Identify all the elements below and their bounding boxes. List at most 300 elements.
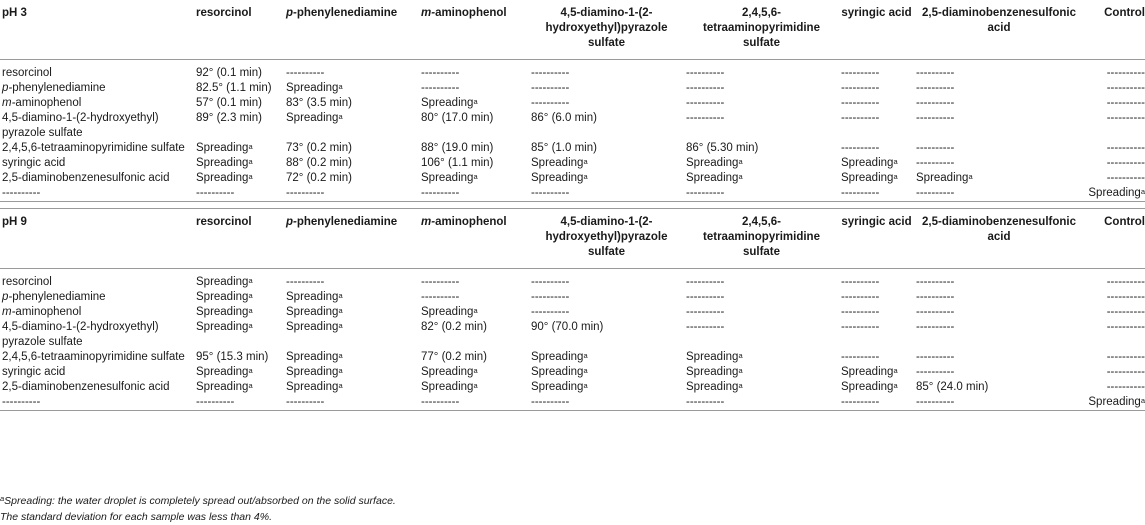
- table-cell: [284, 305, 419, 320]
- column-header: [684, 0, 839, 60]
- table-cell: [839, 395, 914, 411]
- table-cell: [684, 111, 839, 141]
- table-cell: [529, 156, 684, 171]
- table-cell: [1084, 156, 1145, 171]
- table-cell: [839, 290, 914, 305]
- cell-value: 85° (24.0 min): [916, 381, 989, 393]
- table-cell: [839, 81, 914, 96]
- row-label: [0, 111, 194, 141]
- cell-value: Spreading: [421, 306, 474, 318]
- table-cell: [684, 275, 839, 290]
- cell-value: Spreading: [196, 366, 249, 378]
- table-cell: [194, 111, 284, 141]
- column-header-text: 2,5-diaminobenzenesulfonic acid: [922, 216, 1076, 243]
- cell-value: ----------: [686, 97, 725, 109]
- table-cell: [529, 275, 684, 290]
- cell-value: ----------: [196, 396, 235, 408]
- column-header: [194, 0, 284, 60]
- cell-value: ----------: [421, 276, 460, 288]
- cell-value: ----------: [1106, 172, 1145, 184]
- cell-value: ----------: [841, 321, 880, 333]
- cell-value: Spreading: [421, 381, 474, 393]
- table-row: [0, 365, 1145, 380]
- table-cell: [194, 380, 284, 395]
- row-label-text: resorcinol: [2, 67, 52, 79]
- table-cell: [684, 305, 839, 320]
- table-cell: [1084, 96, 1145, 111]
- table-cell: [684, 320, 839, 350]
- column-header-text: 4,5-diamino-1-(2-hydroxyethyl)pyrazole sulfate: [545, 7, 668, 49]
- footnote-marker: a: [248, 291, 253, 300]
- cell-value: ----------: [841, 142, 880, 154]
- cell-value: ----------: [531, 306, 570, 318]
- row-label: [0, 156, 194, 171]
- row-label-text: 4,5-diamino-1-(2-hydroxyethyl) pyrazole sulfate: [2, 112, 159, 139]
- table-cell: [194, 275, 284, 290]
- cell-value: Spreading: [196, 142, 249, 154]
- table-cell: [419, 320, 529, 350]
- cell-value: ----------: [1106, 82, 1145, 94]
- cell-value: Spreading: [531, 172, 584, 184]
- table-cell: [914, 305, 1084, 320]
- table-cell: [684, 171, 839, 186]
- table-cell: [684, 156, 839, 171]
- cell-value: 106° (1.1 min): [421, 157, 494, 169]
- column-header: [914, 0, 1084, 60]
- table-cell: [419, 305, 529, 320]
- table-cell: [914, 171, 1084, 186]
- cell-value: 57° (0.1 min): [196, 97, 262, 109]
- table-cell: [839, 350, 914, 365]
- cell-value: ----------: [531, 97, 570, 109]
- cell-value: Spreading: [841, 157, 894, 169]
- cell-value: 92° (0.1 min): [196, 67, 262, 79]
- table-cell: [284, 395, 419, 411]
- table-cell: [684, 365, 839, 380]
- cell-value: ----------: [1106, 366, 1145, 378]
- table-cell: [914, 275, 1084, 290]
- table-cell: [284, 171, 419, 186]
- table-cell: [1084, 290, 1145, 305]
- cell-value: 90° (70.0 min): [531, 321, 604, 333]
- footnote-marker: a: [248, 172, 253, 181]
- table-cell: [194, 305, 284, 320]
- cell-value: Spreading: [196, 157, 249, 169]
- footnote-marker: a: [738, 366, 743, 375]
- table-cell: [194, 350, 284, 365]
- table-cell: [419, 111, 529, 141]
- column-header-text: aminophenol: [435, 7, 507, 19]
- table-cell: [529, 81, 684, 96]
- cell-value: 86° (5.30 min): [686, 142, 759, 154]
- table-cell: [1084, 186, 1145, 202]
- table-cell: [914, 186, 1084, 202]
- cell-value: Spreading: [531, 157, 584, 169]
- cell-value: ----------: [531, 187, 570, 199]
- row-label-text: phenylenediamine: [12, 291, 106, 303]
- cell-value: Spreading: [841, 381, 894, 393]
- table-cell: [194, 171, 284, 186]
- chem-prefix: p-: [286, 216, 297, 228]
- cell-value: Spreading: [286, 351, 339, 363]
- footnote-marker: a: [248, 306, 253, 315]
- chem-prefix: m-: [421, 216, 436, 228]
- cell-value: ----------: [916, 187, 955, 199]
- cell-value: Spreading: [686, 351, 739, 363]
- cell-value: ----------: [1106, 276, 1145, 288]
- table-cell: [839, 141, 914, 156]
- ph-label: pH 9: [0, 209, 194, 269]
- footnote-marker: a: [248, 157, 253, 166]
- cell-value: Spreading: [531, 351, 584, 363]
- column-header: [529, 209, 684, 269]
- table-cell: [684, 81, 839, 96]
- table-cell: [529, 290, 684, 305]
- table-cell: [914, 365, 1084, 380]
- row-label-text: ----------: [2, 187, 41, 199]
- table-cell: [839, 365, 914, 380]
- table-cell: [194, 96, 284, 111]
- table-cell: [194, 320, 284, 350]
- footnote-marker: a: [473, 172, 478, 181]
- cell-value: ----------: [841, 276, 880, 288]
- table-cell: [419, 186, 529, 202]
- cell-value: Spreading: [286, 321, 339, 333]
- table-cell: [839, 380, 914, 395]
- table-cell: [1084, 305, 1145, 320]
- cell-value: ----------: [1106, 321, 1145, 333]
- row-label-text: syringic acid: [2, 366, 66, 378]
- footnote-text: Spreading: the water droplet is completely spread out/absorbed on the solid surface.: [4, 495, 396, 507]
- table-cell: [284, 275, 419, 290]
- footnote-marker: a: [893, 157, 898, 166]
- table-cell: [419, 275, 529, 290]
- cell-value: ----------: [421, 396, 460, 408]
- cell-value: 82.5° (1.1 min): [196, 82, 272, 94]
- table-cell: [839, 171, 914, 186]
- column-header: [419, 0, 529, 60]
- cell-value: ----------: [196, 187, 235, 199]
- cell-value: Spreading: [1088, 187, 1141, 199]
- footnote-marker: a: [738, 172, 743, 181]
- table-cell: [1084, 141, 1145, 156]
- cell-value: ----------: [1106, 157, 1145, 169]
- column-header-text: 2,4,5,6-tetraaminopyrimidine sulfate: [703, 7, 820, 49]
- column-header: [284, 0, 419, 60]
- table-row: [0, 380, 1145, 395]
- table-cell: [419, 141, 529, 156]
- cell-value: ----------: [686, 396, 725, 408]
- table-cell: [1084, 275, 1145, 290]
- cell-value: ----------: [286, 396, 325, 408]
- cell-value: ----------: [421, 187, 460, 199]
- cell-value: Spreading: [286, 366, 339, 378]
- footnote-marker: a: [338, 351, 343, 360]
- table-cell: [284, 186, 419, 202]
- footnote-marker: a: [738, 351, 743, 360]
- row-label: [0, 380, 194, 395]
- column-header: [839, 0, 914, 60]
- table-cell: [914, 290, 1084, 305]
- cell-value: 89° (2.3 min): [196, 112, 262, 124]
- header-row: [0, 209, 1145, 269]
- cell-value: Spreading: [286, 112, 339, 124]
- table-cell: [914, 395, 1084, 411]
- footnote-marker: a: [338, 291, 343, 300]
- cell-value: ----------: [1106, 306, 1145, 318]
- table-row: [0, 350, 1145, 365]
- column-header-text: 4,5-diamino-1-(2-hydroxyethyl)pyrazole sulfate: [545, 216, 668, 258]
- cell-value: Spreading: [916, 172, 969, 184]
- table-cell: [1084, 171, 1145, 186]
- table-cell: [284, 81, 419, 96]
- row-label-text: aminophenol: [15, 97, 82, 109]
- table-cell: [419, 395, 529, 411]
- table-row: [0, 81, 1145, 96]
- footnote-marker: a: [583, 172, 588, 181]
- table-row: [0, 290, 1145, 305]
- footnote-marker: a: [248, 321, 253, 330]
- footnote-marker: a: [338, 82, 343, 91]
- table-row: [0, 305, 1145, 320]
- table-cell: [529, 305, 684, 320]
- footnote-marker: a: [248, 366, 253, 375]
- column-header-text: phenylenediamine: [296, 216, 398, 228]
- footnote-marker: a: [338, 306, 343, 315]
- table-cell: [1084, 365, 1145, 380]
- cell-value: ----------: [916, 396, 955, 408]
- table-cell: [1084, 111, 1145, 141]
- table-cell: [194, 365, 284, 380]
- chem-prefix: p-: [2, 291, 13, 303]
- table-cell: [284, 380, 419, 395]
- cell-value: ----------: [916, 142, 955, 154]
- table-cell: [284, 96, 419, 111]
- column-header-text: 2,5-diaminobenzenesulfonic acid: [922, 7, 1076, 34]
- table-cell: [914, 96, 1084, 111]
- row-label: [0, 350, 194, 365]
- chem-prefix: m-: [2, 306, 16, 318]
- table-cell: [684, 395, 839, 411]
- table-cell: [684, 96, 839, 111]
- cell-value: ----------: [686, 82, 725, 94]
- table-cell: [914, 66, 1084, 81]
- cell-value: ----------: [916, 366, 955, 378]
- row-label-text: aminophenol: [15, 306, 82, 318]
- footnote-marker: a: [893, 366, 898, 375]
- row-label: [0, 96, 194, 111]
- row-label: [0, 365, 194, 380]
- table-row: [0, 171, 1145, 186]
- footnote-marker: a: [738, 381, 743, 390]
- row-label: [0, 395, 194, 411]
- table-cell: [914, 350, 1084, 365]
- footnote-spreading: [0, 495, 396, 507]
- table-cell: [529, 171, 684, 186]
- column-header-text: syringic acid: [841, 7, 912, 19]
- footnote-marker: a: [338, 321, 343, 330]
- footnote-marker: a: [738, 157, 743, 166]
- table-cell: [284, 111, 419, 141]
- column-header-text: syringic acid: [841, 216, 912, 228]
- table-cell: [1084, 395, 1145, 411]
- cell-value: ----------: [916, 276, 955, 288]
- cell-value: ----------: [841, 187, 880, 199]
- footnote-marker: a: [473, 97, 478, 106]
- cell-value: ----------: [1106, 291, 1145, 303]
- cell-value: ----------: [531, 291, 570, 303]
- cell-value: Spreading: [196, 321, 249, 333]
- chem-prefix: p-: [286, 7, 297, 19]
- table-cell: [529, 111, 684, 141]
- table-cell: [284, 320, 419, 350]
- column-header: [684, 209, 839, 269]
- cell-value: 86° (6.0 min): [531, 112, 597, 124]
- cell-value: ----------: [531, 82, 570, 94]
- cell-value: ----------: [286, 187, 325, 199]
- table-cell: [529, 365, 684, 380]
- table-cell: [284, 350, 419, 365]
- cell-value: Spreading: [531, 366, 584, 378]
- column-header: [914, 209, 1084, 269]
- table-cell: [839, 156, 914, 171]
- row-label-text: 2,5-diaminobenzenesulfonic acid: [2, 381, 170, 393]
- table-cell: [284, 156, 419, 171]
- cell-value: Spreading: [196, 291, 249, 303]
- cell-value: 73° (0.2 min): [286, 142, 352, 154]
- cell-value: Spreading: [841, 366, 894, 378]
- cell-value: ----------: [1106, 381, 1145, 393]
- cell-value: ----------: [841, 82, 880, 94]
- cell-value: ----------: [916, 306, 955, 318]
- cell-value: ----------: [1106, 97, 1145, 109]
- cell-value: 72° (0.2 min): [286, 172, 352, 184]
- row-label: [0, 66, 194, 81]
- footnote-marker: a: [473, 306, 478, 315]
- table-cell: [284, 66, 419, 81]
- cell-value: ----------: [841, 112, 880, 124]
- cell-value: ----------: [531, 67, 570, 79]
- cell-value: ----------: [286, 67, 325, 79]
- column-header-text: phenylenediamine: [296, 7, 398, 19]
- ph-label: pH 3: [0, 0, 194, 60]
- footnote-marker: a: [1140, 396, 1145, 405]
- footnote-marker: a: [338, 366, 343, 375]
- cell-value: Spreading: [286, 82, 339, 94]
- table-cell: [529, 96, 684, 111]
- column-header: [419, 209, 529, 269]
- table-cell: [194, 186, 284, 202]
- cell-value: Spreading: [421, 366, 474, 378]
- footnote-marker: a: [473, 381, 478, 390]
- table-cell: [839, 305, 914, 320]
- cell-value: ----------: [686, 306, 725, 318]
- table-cell: [684, 186, 839, 202]
- table-cell: [914, 380, 1084, 395]
- header-row: [0, 0, 1145, 60]
- chem-prefix: p-: [2, 82, 13, 94]
- cell-value: 85° (1.0 min): [531, 142, 597, 154]
- cell-value: Spreading: [686, 172, 739, 184]
- cell-value: ----------: [841, 396, 880, 408]
- cell-value: Spreading: [421, 97, 474, 109]
- table-cell: [419, 350, 529, 365]
- table-cell: [914, 81, 1084, 96]
- cell-value: ----------: [421, 291, 460, 303]
- table-cell: [419, 156, 529, 171]
- cell-value: 82° (0.2 min): [421, 321, 487, 333]
- row-label: [0, 171, 194, 186]
- table-cell: [839, 66, 914, 81]
- row-label-text: 4,5-diamino-1-(2-hydroxyethyl) pyrazole sulfate: [2, 321, 159, 348]
- table-cell: [684, 350, 839, 365]
- table-cell: [839, 96, 914, 111]
- column-header: [839, 209, 914, 269]
- table-cell: [684, 380, 839, 395]
- footnote-marker: a: [583, 157, 588, 166]
- table-cell: [839, 275, 914, 290]
- cell-value: ----------: [916, 157, 955, 169]
- column-header-text: resorcinol: [196, 7, 252, 19]
- table-row: [0, 111, 1145, 141]
- cell-value: ----------: [1106, 67, 1145, 79]
- table-row: [0, 186, 1145, 202]
- cell-value: ----------: [531, 396, 570, 408]
- row-label: [0, 81, 194, 96]
- table-cell: [284, 365, 419, 380]
- cell-value: ----------: [916, 112, 955, 124]
- cell-value: 77° (0.2 min): [421, 351, 487, 363]
- cell-value: 88° (0.2 min): [286, 157, 352, 169]
- table-cell: [194, 290, 284, 305]
- table-row: [0, 395, 1145, 411]
- table-row: [0, 141, 1145, 156]
- table-cell: [1084, 350, 1145, 365]
- cell-value: Spreading: [196, 381, 249, 393]
- cell-value: Spreading: [196, 172, 249, 184]
- cell-value: Spreading: [841, 172, 894, 184]
- table-cell: [914, 320, 1084, 350]
- row-label: [0, 290, 194, 305]
- row-label: [0, 186, 194, 202]
- footnote-marker: a: [583, 381, 588, 390]
- cell-value: ----------: [841, 306, 880, 318]
- column-header: [1084, 0, 1145, 60]
- cell-value: ----------: [686, 291, 725, 303]
- row-label-text: 2,4,5,6-tetraaminopyrimidine sulfate: [2, 142, 185, 154]
- cell-value: 88° (19.0 min): [421, 142, 494, 154]
- table-cell: [914, 111, 1084, 141]
- footnote-marker: a: [248, 276, 253, 285]
- cell-value: Spreading: [686, 157, 739, 169]
- table-cell: [194, 66, 284, 81]
- cell-value: ----------: [686, 276, 725, 288]
- table-cell: [1084, 320, 1145, 350]
- cell-value: Spreading: [196, 306, 249, 318]
- cell-value: ----------: [916, 67, 955, 79]
- column-header: [1084, 209, 1145, 269]
- cell-value: 95° (15.3 min): [196, 351, 269, 363]
- table-cell: [684, 66, 839, 81]
- table-cell: [684, 141, 839, 156]
- column-header-text: resorcinol: [196, 216, 252, 228]
- cell-value: ----------: [916, 97, 955, 109]
- cell-value: ----------: [841, 97, 880, 109]
- column-header: [194, 209, 284, 269]
- table-cell: [419, 290, 529, 305]
- table-cell: [914, 156, 1084, 171]
- footnote-marker: a: [583, 366, 588, 375]
